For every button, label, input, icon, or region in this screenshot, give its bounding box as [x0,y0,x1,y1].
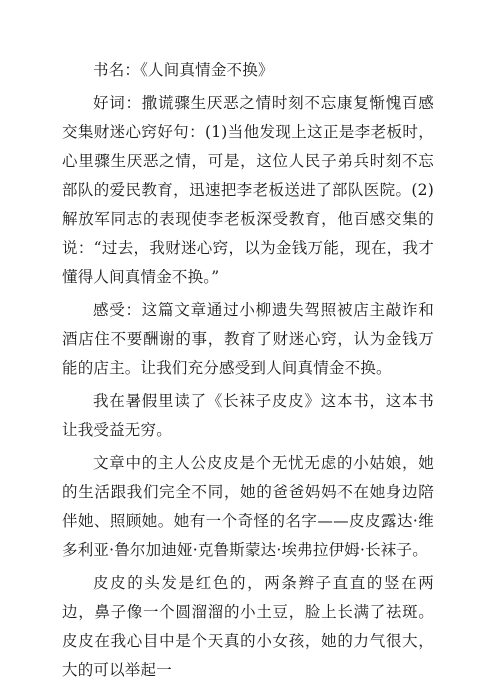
good-words-paragraph: 好词：撒谎骤生厌恶之情时刻不忘康复惭愧百感交集财迷心窍好句：(1)当他发现上这正是李老板时，心里骤生厌恶之情，可是，这位人民子弟兵时刻不忘部队的爱民教育，迅速把李老板送进了部队医院。(2)解放军同志的表现使李老板深受教育，他百感交集的说：“过去，我财迷心窍，以为金钱万能，现在，我才懂得人间真情金不换。” [62,94,434,286]
appearance-paragraph: 皮皮的头发是红色的，两条辫子直直的竖在两边，鼻子像一个圆溜溜的小土豆，脸上长满了祛斑。皮皮在我心目中是个天真的小女孩，她的力气很大，大的可以举起一 [62,574,434,679]
summer-reading-paragraph: 我在暑假里读了《长袜子皮皮》这本书，这本书让我受益无穷。 [62,392,434,439]
book-title-paragraph: 书名：《人间真情金不换》 [93,61,274,79]
protagonist-paragraph: 文章中的主人公皮皮是个无忧无虑的小姑娘，她的生活跟我们完全不同，她的爸爸妈妈不在她身边陪伴她、照顾她。她有一个奇怪的名字——皮皮露达·维多利亚·鲁尔加迪娅·克鲁斯蒙达·埃弗拉伊姆·长袜子。 [62,454,434,559]
document-page [62,56,434,685]
reflection-paragraph: 感受：这篇文章通过小柳遗失驾照被店主敲诈和酒店住不要酬谢的事，教育了财迷心窍，认为金钱万能的店主。让我们充分感受到人间真情金不换。 [62,301,434,377]
